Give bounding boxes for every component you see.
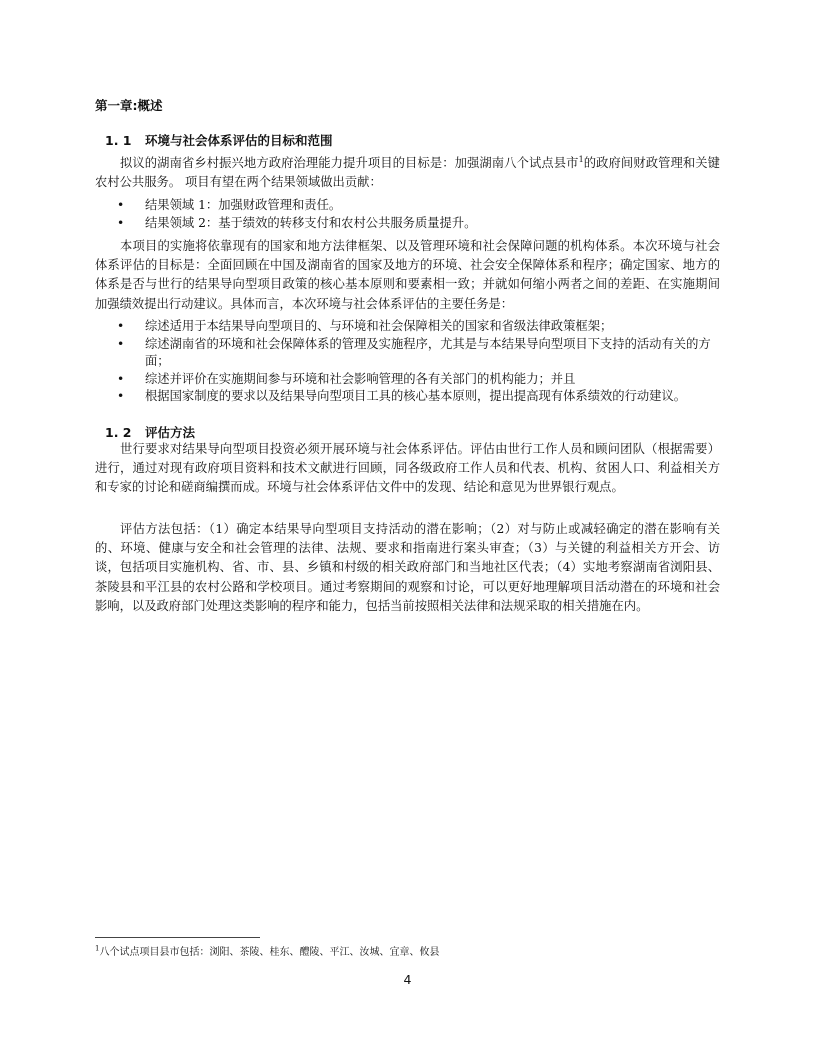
list-item bbox=[95, 371, 725, 389]
chapter-title: 第一章:概述 bbox=[95, 98, 163, 113]
section-1-1-paragraph-2: 本项目的实施将依靠现有的国家和地方法律框架、以及管理环境和社会保障问题的机构体系。本次环境与社会体系评估的目标是：全面回顾在中国及湖南省的国家及地方的环境、社会安全保障体系和程序；确定国家、地方的体系是否与世行的结果导向型项目政策的核心基本原则和要素相一致；并就如何缩小两者之间的差距、在实施期间加强绩效提出行动建议。具体而言，本次环境与社会体系评估的主要任务是： bbox=[95, 239, 720, 311]
footnote-marker: 1 bbox=[95, 944, 100, 953]
section-title: 评估方法 bbox=[145, 425, 196, 440]
bullet-icon: • bbox=[117, 336, 125, 351]
list-item bbox=[95, 197, 725, 215]
section-title: 环境与社会体系评估的目标和范围 bbox=[145, 133, 333, 148]
list-item-text: 结果领域 1：加强财政管理和责任。 bbox=[145, 198, 342, 212]
paragraph-text: 的政府间财政管理和关键农村公共服务。 项目有望在两个结果领域做出贡献： bbox=[95, 156, 720, 190]
list-item-text: 综述并评价在实施期间参与环境和社会影响管理的各有关部门的机构能力；并且 bbox=[145, 371, 576, 386]
bullet-icon: • bbox=[117, 319, 125, 333]
footnote-text: 八个试点项目县市包括：浏阳、茶陵、桂东、醴陵、平江、汝城、宜章、攸县 bbox=[99, 947, 440, 958]
section-number: 1. 2 bbox=[105, 425, 132, 440]
list-item-text: 根据国家制度的要求以及结果导向型项目工具的核心基本原则，提出提高现有体系绩效的行动建议。 bbox=[145, 389, 687, 403]
section-1-1-paragraph-1 bbox=[95, 154, 720, 192]
section-1-2-paragraph-2: 评估方法包括：（1）确定本结果导向型项目支持活动的潜在影响；（2）对与防止或减轻确定的潜在影响有关的、环境、健康与安全和社会管理的法律、法规、要求和指南进行案头审查；（3）与关键的利益相关方开会、访谈，包括项目实施机构、省、市、县、乡镇和村级的相关政府部门和当地社区代表；（4）实地考察湖南省浏阳县、茶陵县和平江县的农村公路和学校项目。通过考察期间的观察和讨论，可以更好地理解项目活动潜在的环境和社会影响，以及政府部门处理这类影响的程序和能力，包括当前按照相关法律和法规采取的相关措施在内。 bbox=[95, 522, 720, 613]
footnote bbox=[95, 946, 439, 960]
bullet-icon: • bbox=[117, 389, 125, 403]
list-item bbox=[95, 388, 725, 406]
page-number: 4 bbox=[403, 972, 412, 987]
section-heading-1-1 bbox=[105, 131, 333, 149]
list-item bbox=[95, 336, 725, 371]
list-item-text: 综述湖南省的环境和社会保障体系的管理及实施程序，尤其是与本结果导向型项目下支持的活动有关的方面； bbox=[145, 336, 711, 368]
footnote-divider bbox=[95, 937, 260, 938]
bullet-icon: • bbox=[117, 215, 125, 230]
bullet-icon: • bbox=[117, 198, 125, 212]
section-heading-1-2 bbox=[105, 423, 195, 441]
list-item-text: 综述适用于本结果导向型项目的、与环境和社会保障相关的国家和省级法律政策框架； bbox=[145, 319, 613, 333]
bullet-icon: • bbox=[117, 371, 125, 386]
paragraph-text: 拟议的湖南省乡村振兴地方政府治理能力提升项目的目标是：加强湖南八个试点县市 bbox=[120, 156, 579, 170]
footnote-reference[interactable]: 1 bbox=[578, 154, 584, 164]
result-areas-list bbox=[95, 197, 725, 232]
section-1-2-paragraph-1: 世行要求对结果导向型项目投资必须开展环境与社会体系评估。评估由世行工作人员和顾问团队（根据需要）进行，通过对现有政府项目资料和技术文献进行回顾，同各级政府工作人员和代表、机构、贫困人口、利益相关方和专家的讨论和磋商编撰而成。环境与社会体系评估文件中的发现、结论和意见为世界银行观点。 bbox=[95, 442, 720, 495]
list-item bbox=[95, 318, 725, 336]
list-item bbox=[95, 215, 725, 233]
main-tasks-list bbox=[95, 318, 725, 406]
section-number: 1. 1 bbox=[105, 133, 132, 148]
list-item-text: 结果领域 2：基于绩效的转移支付和农村公共服务质量提升。 bbox=[145, 215, 477, 230]
